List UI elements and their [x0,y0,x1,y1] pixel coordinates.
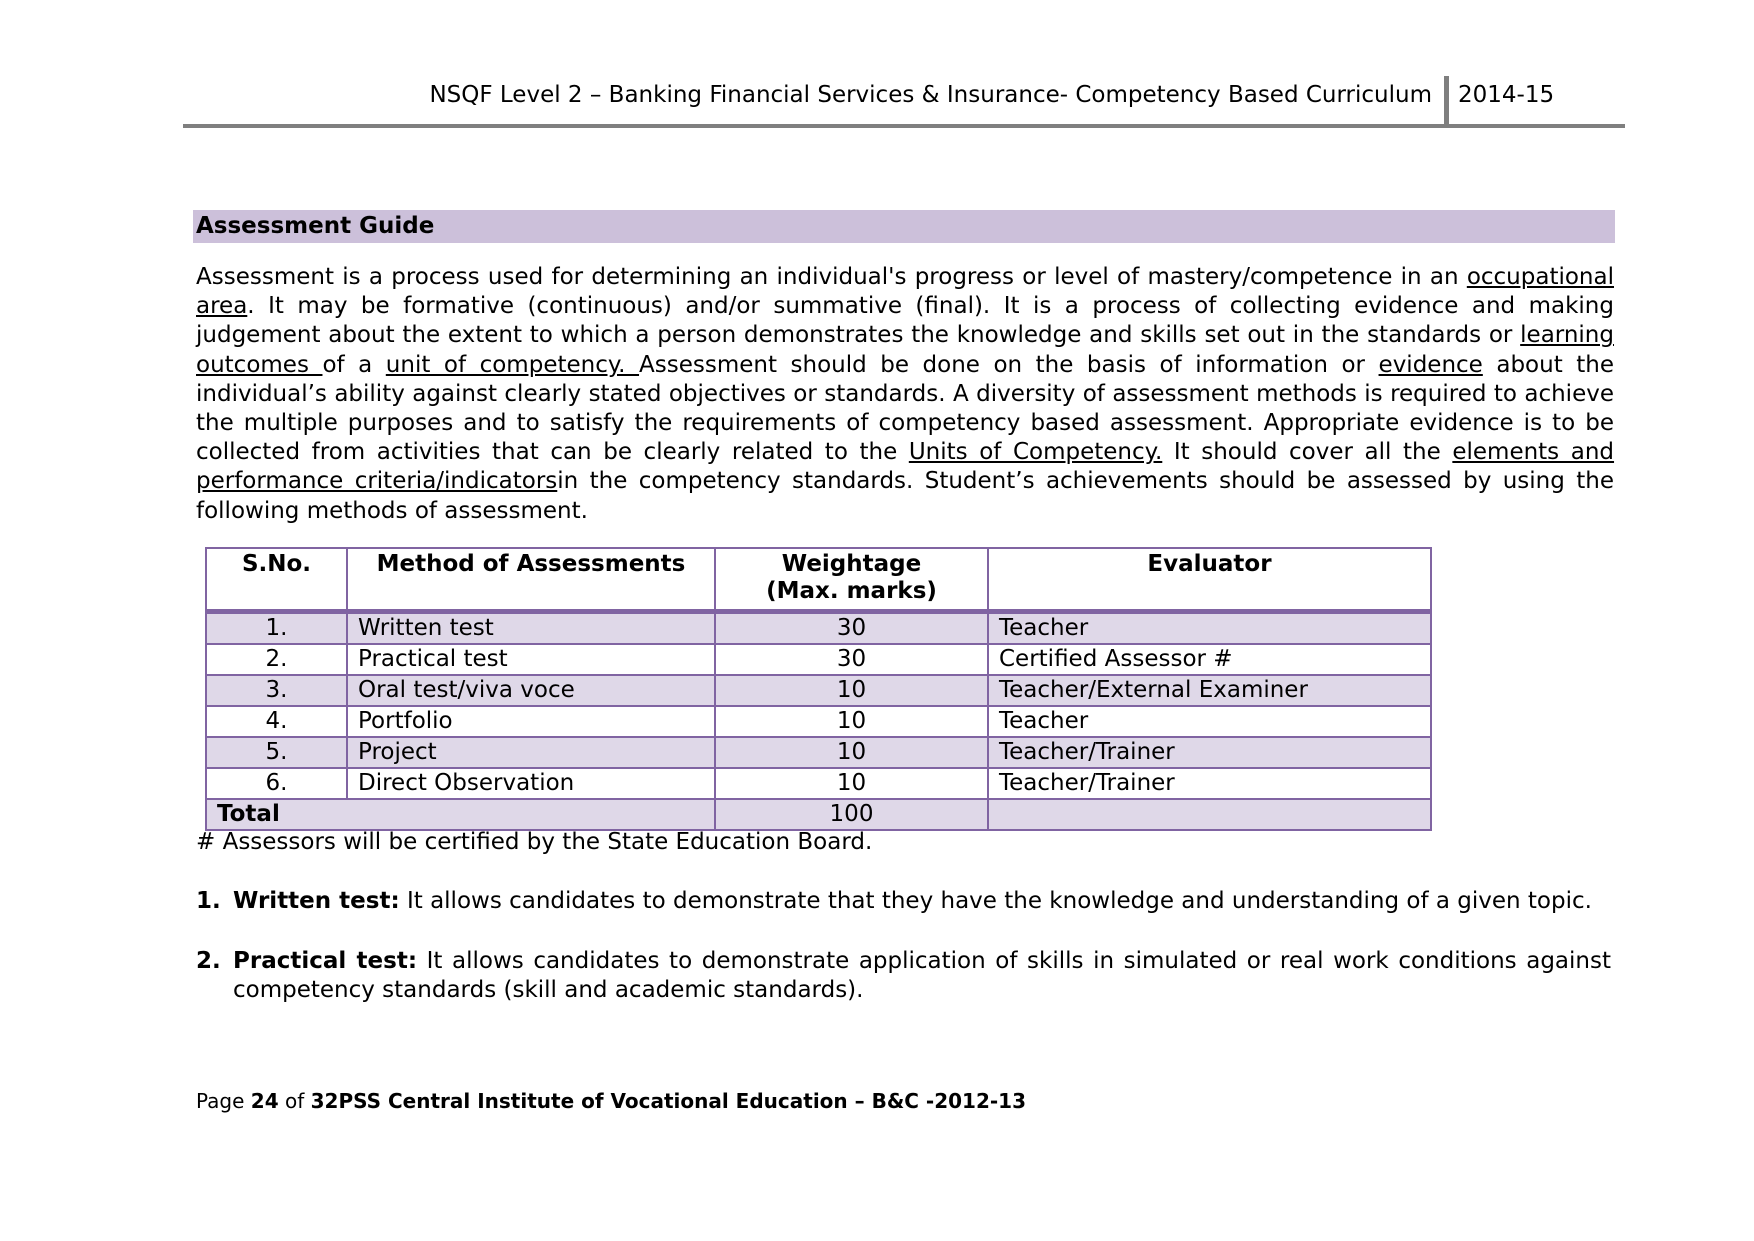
total-evaluator [988,799,1431,830]
link-occupational-area: occupational area [196,264,1614,320]
header-year: 2014-15 [1458,82,1555,108]
cell-evaluator: Teacher/Trainer [988,768,1431,799]
cell-weight: 30 [715,644,988,675]
page-footer [196,1089,1026,1113]
cell-sno: 4. [206,706,347,737]
link-elements-performance-criteria: elements and performance criteria/indicators [196,439,1615,495]
cell-sno: 3. [206,675,347,706]
list-item-title: Written test: [233,888,400,914]
header-sno: S.No. [206,548,347,612]
para-text: It should cover all the [1162,439,1453,466]
table-row [206,612,1431,645]
cell-method: Project [347,737,715,768]
cell-sno: 2. [206,644,347,675]
link-learning-outcomes: learning outcomes [196,322,1614,378]
header-title: NSQF Level 2 – Banking Financial Services & Insurance- Competency Based Curriculum [429,82,1432,108]
para-text: about the individual’s ability against clearly stated objectives or standards. A diversity of assessment methods is required to achieve the multiple purposes and to satisfy the requirements of competency based assessment. Appropriate evidence is to be collected from activities that can be clearly related to the [196,351,1614,466]
list-item-number: 2. [196,948,221,974]
assessment-table [205,547,1432,831]
table-footnote: # Assessors will be certified by the State Education Board. [196,829,873,855]
cell-evaluator: Teacher [988,612,1431,645]
footer-page-label: Page [196,1089,251,1113]
para-text: Assessment is a process used for determining an individual's progress or level of mastery/competence in an [196,264,1467,290]
cell-weight: 10 [715,737,988,768]
section-heading: Assessment Guide [193,210,1615,243]
header-weightage-line1: Weightage [781,551,922,577]
cell-sno: 6. [206,768,347,799]
cell-evaluator: Teacher/External Examiner [988,675,1431,706]
para-text: Assessment should be done on the basis of information or [639,351,1379,378]
table-row [206,675,1431,706]
cell-method: Direct Observation [347,768,715,799]
link-unit-of-competency: unit of competency. [385,351,640,378]
total-label: Total [206,799,715,830]
footer-page-number: 24 [250,1089,279,1113]
cell-evaluator: Teacher/Trainer [988,737,1431,768]
table-row [206,706,1431,737]
header-weightage-line2: (Max. marks) [766,578,937,604]
link-evidence: evidence [1378,351,1483,378]
header-divider [1444,76,1449,124]
table-row [206,768,1431,799]
list-item-body [233,947,1611,1005]
list-item-body [233,887,1611,916]
header-evaluator: Evaluator [988,548,1431,612]
para-text: of a [322,351,386,378]
cell-sno: 5. [206,737,347,768]
cell-sno: 1. [206,612,347,645]
link-units-of-competency: Units of Competency. [908,439,1163,466]
list-item [196,947,1614,1007]
table-row [206,644,1431,675]
cell-method: Oral test/viva voce [347,675,715,706]
cell-weight: 10 [715,768,988,799]
header-method: Method of Assessments [347,548,715,612]
intro-paragraph [196,263,1614,526]
cell-method: Portfolio [347,706,715,737]
header-weightage [715,548,988,612]
para-text: . It may be formative (continuous) and/or summative (final). It is a process of collecting evidence and making judgement about the extent to which a person demonstrates the knowledge and skills set out in the standards or [196,293,1614,349]
cell-weight: 30 [715,612,988,645]
list-item-text: It allows candidates to demonstrate that they have the knowledge and understanding of a given topic. [399,888,1592,914]
para-text: in the competency standards. Student’s achievements should be assessed by using the following methods of assessment. [196,468,1614,524]
list-item-text: It allows candidates to demonstrate application of skills in simulated or real work conditions against competency standards (skill and academic standards). [233,948,1611,1004]
table-row [206,737,1431,768]
footer-of-label: of [278,1089,311,1113]
table-total-row [206,799,1431,830]
footer-institute: 32PSS Central Institute of Vocational Education – B&C -2012-13 [310,1089,1026,1113]
list-item-title: Practical test: [233,948,418,974]
cell-evaluator: Certified Assessor # [988,644,1431,675]
page-header [183,80,1625,128]
cell-weight: 10 [715,675,988,706]
cell-method: Practical test [347,644,715,675]
list-item-number: 1. [196,888,221,914]
cell-evaluator: Teacher [988,706,1431,737]
cell-weight: 10 [715,706,988,737]
cell-method: Written test [347,612,715,645]
list-item [196,887,1614,917]
total-weight: 100 [715,799,988,830]
table-header-row [206,548,1431,612]
